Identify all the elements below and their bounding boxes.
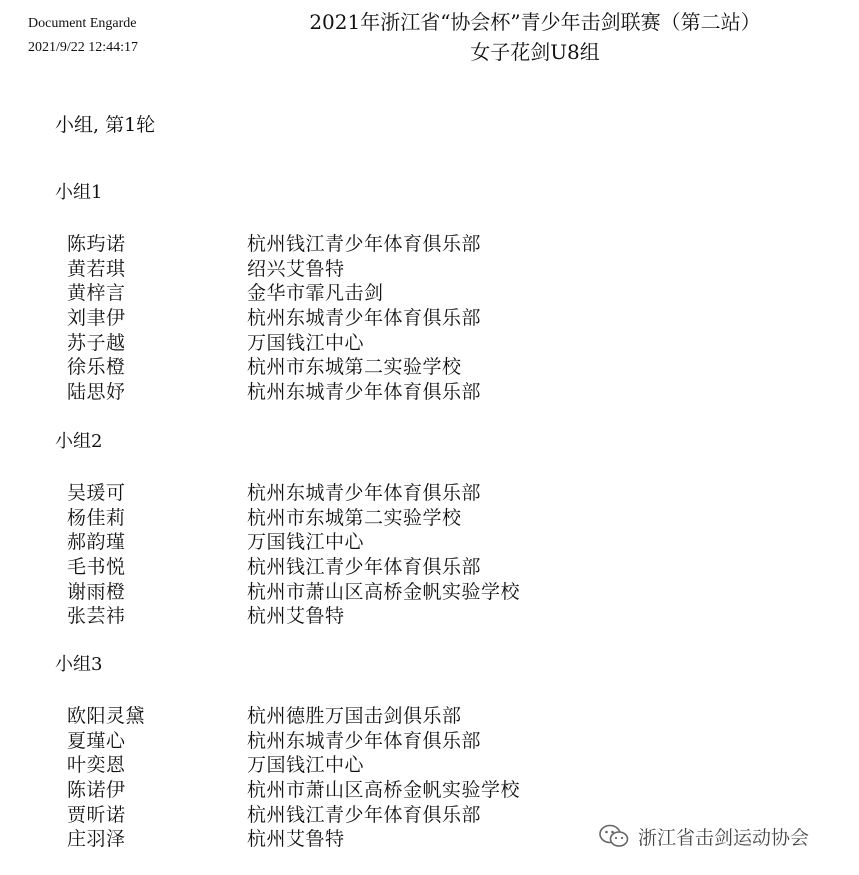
fencer-name: 吴瑗可 — [67, 481, 126, 504]
fencer-club: 杭州东城青少年体育俱乐部 — [247, 481, 482, 504]
fencer-row — [67, 504, 520, 529]
fencer-club: 杭州钱江青少年体育俱乐部 — [247, 232, 482, 255]
fencer-row — [67, 751, 520, 776]
pool-list — [67, 702, 520, 850]
fencer-row — [67, 329, 481, 354]
wechat-official-account-icon — [598, 822, 630, 850]
fencer-name: 叶奕恩 — [67, 754, 126, 777]
fencer-club: 杭州市东城第二实验学校 — [247, 506, 462, 529]
fencer-row — [67, 702, 520, 727]
fencer-row — [67, 727, 520, 752]
watermark — [598, 822, 809, 850]
fencer-row — [67, 304, 481, 329]
fencer-club: 杭州东城青少年体育俱乐部 — [247, 380, 482, 403]
fencer-name: 黄梓言 — [67, 282, 126, 305]
fencer-club: 杭州市东城第二实验学校 — [247, 356, 462, 379]
document-meta — [28, 12, 138, 60]
fencer-row — [67, 553, 520, 578]
fencer-name: 杨佳莉 — [67, 506, 126, 529]
watermark-text: 浙江省击剑运动协会 — [638, 826, 810, 849]
fencer-name: 陆思妤 — [67, 380, 126, 403]
fencer-club: 杭州艾鲁特 — [247, 605, 345, 628]
fencer-row — [67, 255, 481, 280]
fencer-name: 张芸祎 — [67, 605, 126, 628]
event-category: 女子花剑U8组 — [470, 40, 600, 64]
fencer-name: 陈诺伊 — [67, 778, 126, 801]
fencer-name: 郝韵瑾 — [67, 531, 126, 554]
fencer-row — [67, 378, 481, 403]
fencer-club: 万国钱江中心 — [247, 331, 365, 354]
fencer-name: 黄若琪 — [67, 257, 126, 280]
fencer-row — [67, 528, 520, 553]
fencer-club: 杭州东城青少年体育俱乐部 — [247, 729, 482, 752]
fencer-name: 陈玙诺 — [67, 232, 126, 255]
fencer-name: 毛书悦 — [67, 555, 126, 578]
fencer-club: 杭州市萧山区高桥金帆实验学校 — [247, 778, 521, 801]
fencer-name: 刘聿伊 — [67, 306, 126, 329]
pool-list — [67, 479, 520, 627]
fencer-name: 欧阳灵黛 — [67, 704, 146, 727]
pool-list — [67, 230, 481, 403]
software-name: Document Engarde — [28, 16, 137, 31]
fencer-club: 杭州钱江青少年体育俱乐部 — [247, 555, 482, 578]
round-heading: 小组, 第1轮 — [55, 114, 156, 136]
fencer-row — [67, 602, 520, 627]
competition-title: 2021年浙江省“协会杯”青少年击剑联赛（第二站） — [309, 10, 761, 34]
fencer-name: 庄羽泽 — [67, 828, 126, 851]
fencer-name: 谢雨橙 — [67, 580, 126, 603]
fencer-row — [67, 776, 520, 801]
fencer-name: 苏子越 — [67, 331, 126, 354]
fencer-club: 杭州市萧山区高桥金帆实验学校 — [247, 580, 521, 603]
fencer-name: 夏瑾心 — [67, 729, 126, 752]
print-timestamp: 2021/9/22 12:44:17 — [28, 40, 139, 55]
fencer-club: 万国钱江中心 — [247, 754, 365, 777]
fencer-row — [67, 801, 520, 826]
fencer-row — [67, 578, 520, 603]
fencer-club: 杭州艾鲁特 — [247, 828, 345, 851]
pool-heading: 小组3 — [55, 654, 103, 675]
fencer-club: 金华市霏凡击剑 — [247, 282, 384, 305]
fencer-club: 绍兴艾鲁特 — [247, 257, 345, 280]
fencer-row — [67, 353, 481, 378]
fencer-row — [67, 279, 481, 304]
fencer-club: 万国钱江中心 — [247, 531, 365, 554]
pool-heading: 小组2 — [55, 431, 103, 452]
pool-heading: 小组1 — [55, 182, 103, 203]
document-title — [250, 7, 820, 67]
fencer-row — [67, 825, 520, 850]
fencer-club: 杭州东城青少年体育俱乐部 — [247, 306, 482, 329]
fencer-name: 徐乐橙 — [67, 356, 126, 379]
fencer-club: 杭州德胜万国击剑俱乐部 — [247, 704, 462, 727]
fencer-club: 杭州钱江青少年体育俱乐部 — [247, 803, 482, 826]
fencer-row — [67, 230, 481, 255]
fencer-name: 贾昕诺 — [67, 803, 126, 826]
fencer-row — [67, 479, 520, 504]
